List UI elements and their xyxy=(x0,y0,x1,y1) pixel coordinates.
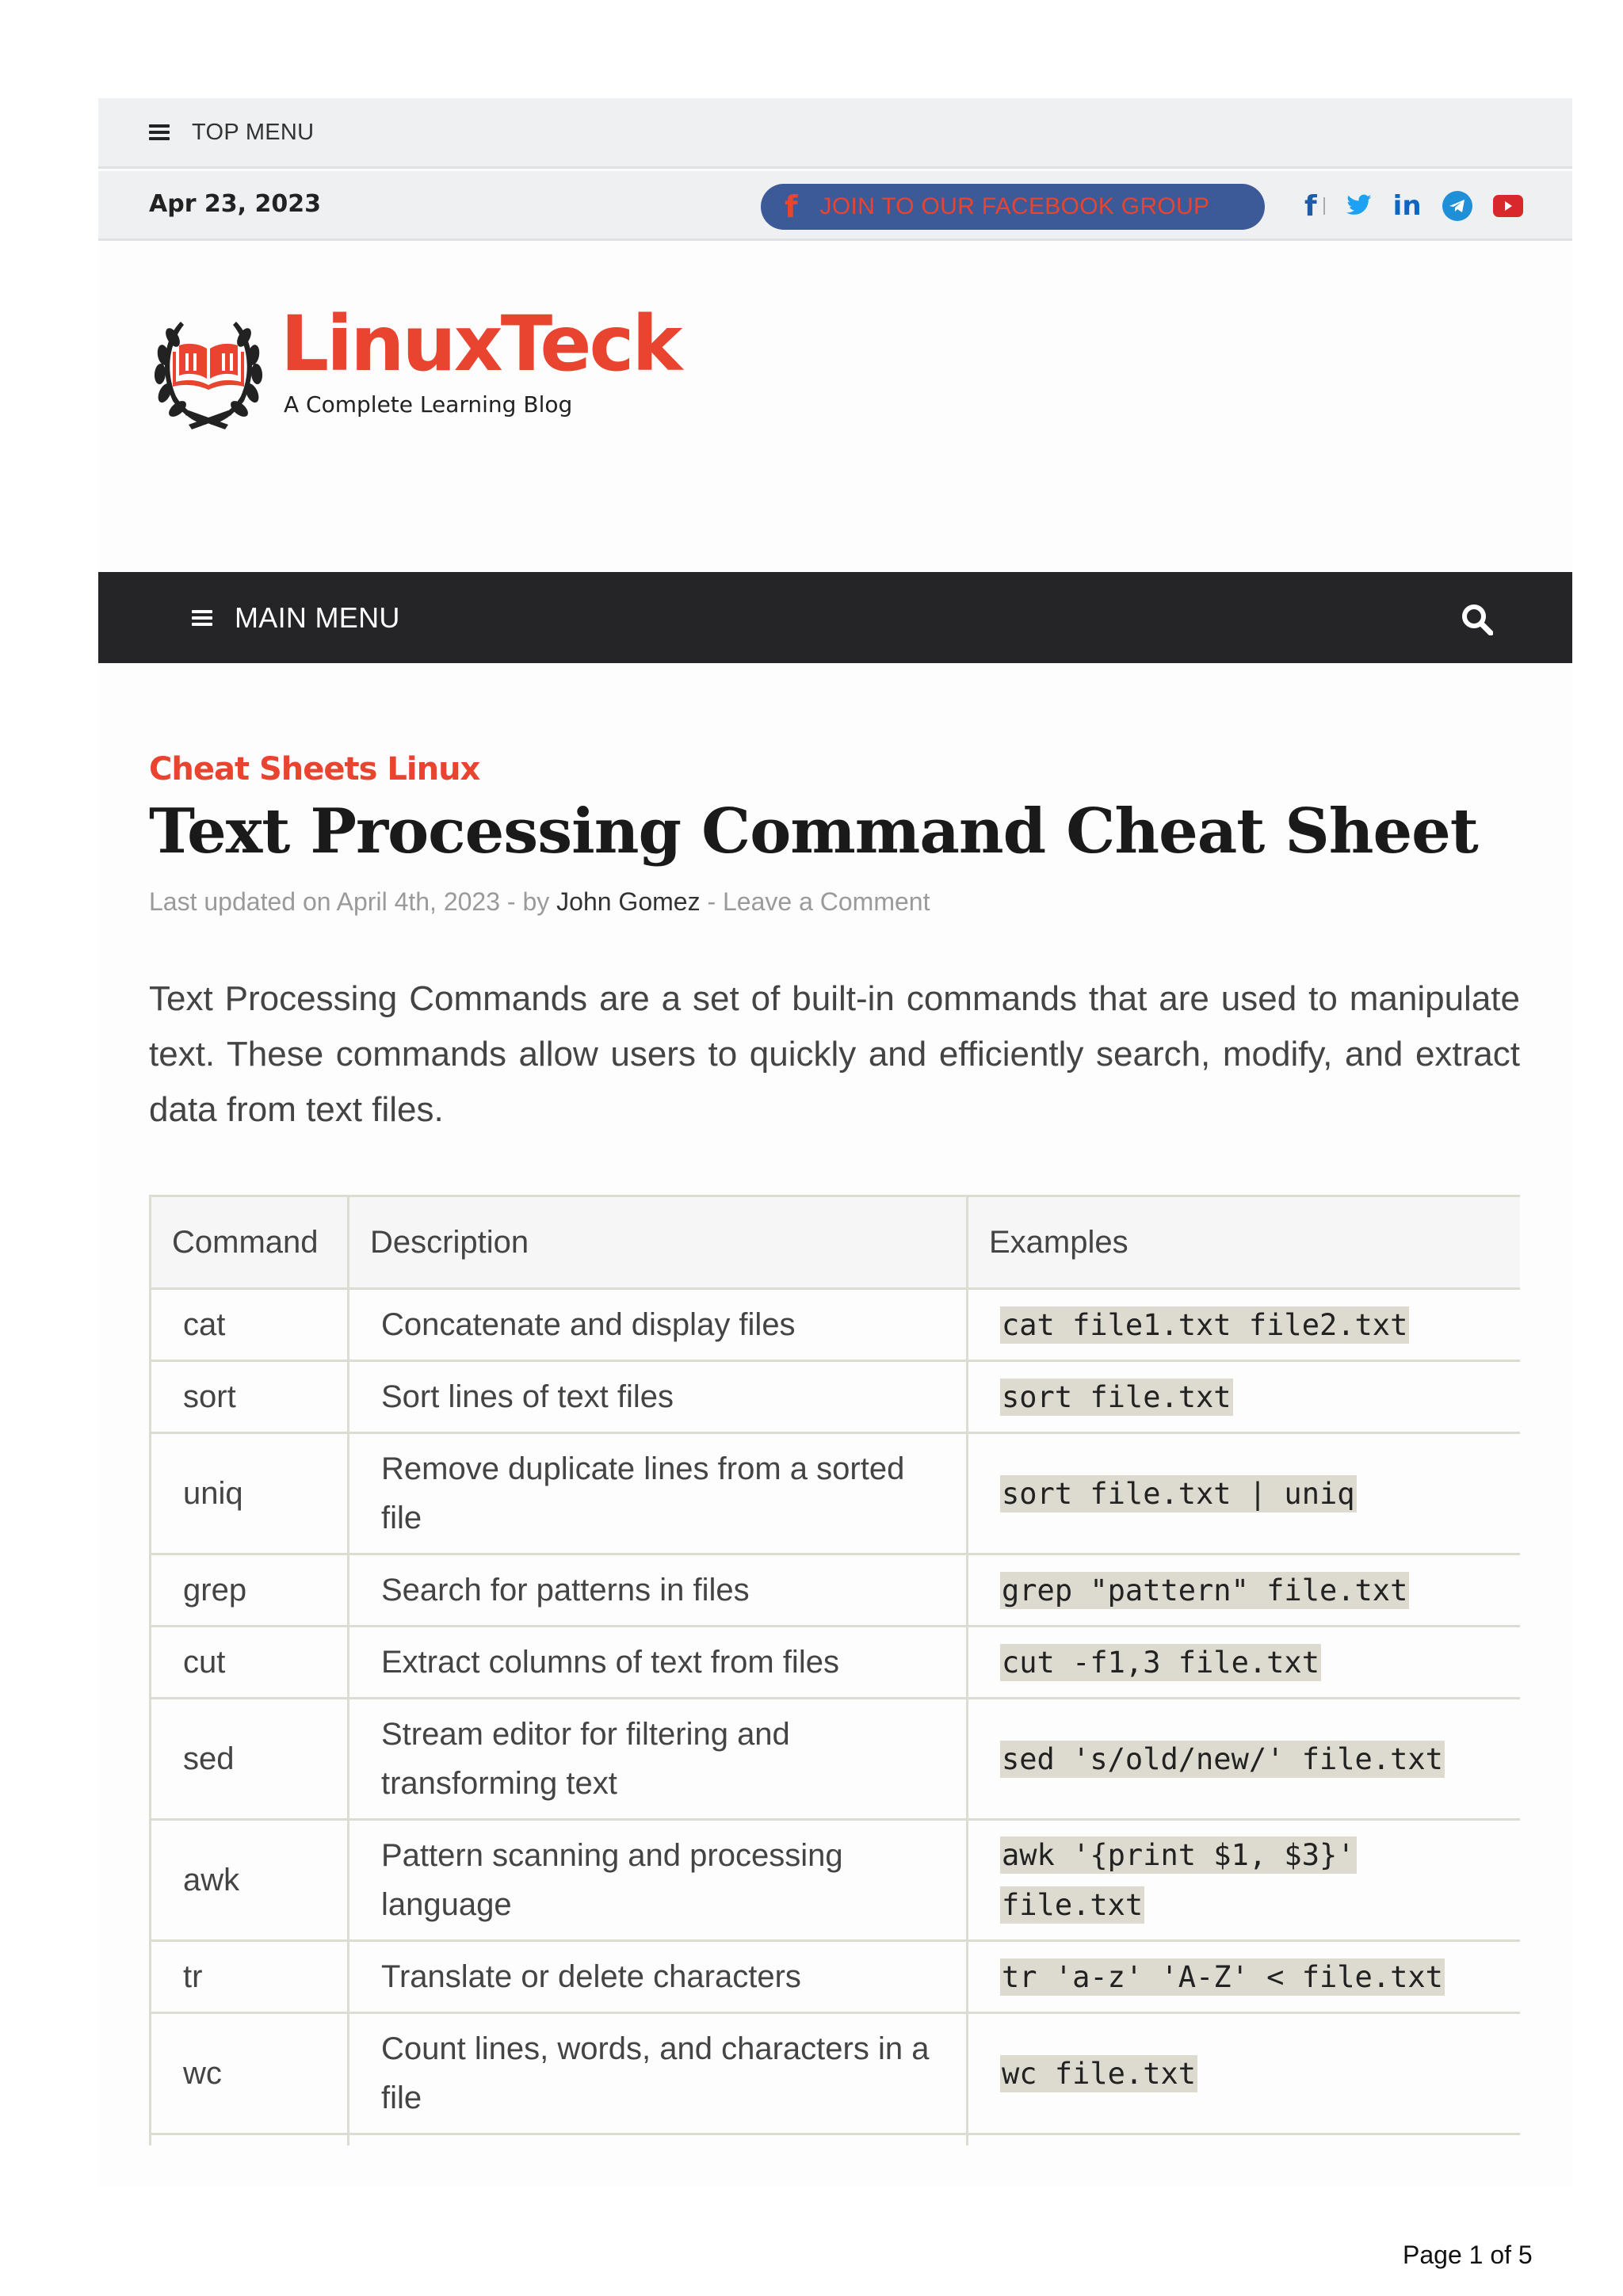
example-code: tr 'a-z' 'A-Z' < file.txt xyxy=(1002,1959,1443,1994)
hamburger-icon[interactable] xyxy=(149,124,170,140)
table-row xyxy=(151,1699,1521,1820)
page-title: Text Processing Command Cheat Sheet xyxy=(149,795,1478,868)
table-row xyxy=(151,1554,1521,1627)
command-cell: grep xyxy=(151,1554,349,1627)
social-links xyxy=(1304,190,1544,222)
command-cell: sort xyxy=(151,1361,349,1433)
example-code: grep "pattern" file.txt xyxy=(1002,1573,1408,1608)
description-cell: Extract columns of text from files xyxy=(349,1627,968,1699)
cheat-sheet-table-wrapper xyxy=(149,1195,1520,2145)
command-cell: wc xyxy=(151,2013,349,2134)
command-cell: awk xyxy=(151,1820,349,1941)
example-code: awk '{print $1, $3}' file.txt xyxy=(1002,1838,1355,1922)
page-number: Page 1 of 5 xyxy=(1403,2241,1533,2269)
description-cell: Search for patterns in files xyxy=(349,1554,968,1627)
table-row xyxy=(151,1433,1521,1554)
facebook-icon[interactable]: f xyxy=(1304,189,1317,223)
laurel-book-icon xyxy=(149,306,268,433)
brand-tagline: A Complete Learning Blog xyxy=(284,391,573,418)
divider xyxy=(1323,197,1325,215)
example-cell xyxy=(968,1627,1521,1699)
table-row xyxy=(151,2134,1521,2146)
column-header-command: Command xyxy=(151,1196,349,1289)
hamburger-icon[interactable] xyxy=(192,610,212,626)
page xyxy=(98,98,1572,2187)
article-meta xyxy=(149,887,930,917)
facebook-group-button[interactable] xyxy=(761,184,1265,230)
telegram-icon[interactable] xyxy=(1442,191,1472,221)
table-header-row xyxy=(151,1196,1521,1289)
last-updated: Last updated on April 4th, 2023 xyxy=(149,887,501,916)
table-row xyxy=(151,1289,1521,1361)
example-code: cut -f1,3 file.txt xyxy=(1002,1645,1319,1680)
leave-comment-link[interactable]: Leave a Comment xyxy=(723,887,930,916)
command-cell: uniq xyxy=(151,1433,349,1554)
example-code: sort file.txt | uniq xyxy=(1002,1476,1355,1511)
table-row xyxy=(151,1361,1521,1433)
example-cell xyxy=(968,2134,1521,2146)
command-cell: cat xyxy=(151,1289,349,1361)
facebook-icon: f xyxy=(785,189,798,224)
example-code: sed 's/old/new/' file.txt xyxy=(1002,1741,1443,1776)
search-icon[interactable] xyxy=(1461,604,1493,635)
intro-paragraph: Text Processing Commands are a set of built-in commands that are used to manipulate text. These commands allow users to quickly and efficiently search, modify, and extract data from text files. xyxy=(149,979,1520,1129)
category-link[interactable]: Cheat Sheets Linux xyxy=(149,751,480,788)
top-menu-bar[interactable] xyxy=(98,98,1572,169)
example-cell xyxy=(968,1361,1521,1433)
top-menu-label[interactable]: TOP MENU xyxy=(192,119,315,145)
current-date: Apr 23, 2023 xyxy=(149,190,322,218)
main-menu-label[interactable]: MAIN MENU xyxy=(235,601,400,634)
command-cell: sed xyxy=(151,1699,349,1820)
command-cell: tr xyxy=(151,1941,349,2013)
example-cell xyxy=(968,1941,1521,2013)
cheat-sheet-table xyxy=(149,1195,1520,2145)
example-cell xyxy=(968,1554,1521,1627)
facebook-group-label: JOIN TO OUR FACEBOOK GROUP xyxy=(819,193,1210,219)
example-code: cat file1.txt file2.txt xyxy=(1002,1307,1408,1342)
date-social-bar xyxy=(98,171,1572,241)
description-cell: Remove duplicate lines from a sorted file xyxy=(349,1433,968,1554)
table-row xyxy=(151,1627,1521,1699)
example-code: sort file.txt xyxy=(1002,1379,1232,1414)
meta-separator: - xyxy=(707,887,723,916)
description-cell: Concatenate and display files xyxy=(349,1289,968,1361)
example-cell xyxy=(968,1820,1521,1941)
example-cell xyxy=(968,1699,1521,1820)
meta-separator: - xyxy=(506,887,523,916)
example-cell xyxy=(968,2013,1521,2134)
command-cell: cut xyxy=(151,1627,349,1699)
by-label: by xyxy=(522,887,550,916)
example-cell xyxy=(968,1289,1521,1361)
description-cell: Sort lines of text files xyxy=(349,1361,968,1433)
example-cell xyxy=(968,1433,1521,1554)
table-row xyxy=(151,1941,1521,2013)
column-header-description: Description xyxy=(349,1196,968,1289)
twitter-icon[interactable] xyxy=(1346,194,1373,218)
description-cell: Count lines, words, and characters in a file xyxy=(349,2013,968,2134)
description-cell: Pattern scanning and processing language xyxy=(349,1820,968,1941)
table-row xyxy=(151,1820,1521,1941)
main-menu-bar[interactable] xyxy=(98,572,1572,663)
column-header-examples: Examples xyxy=(968,1196,1521,1289)
table-row xyxy=(151,2013,1521,2134)
site-logo[interactable] xyxy=(149,299,688,433)
linkedin-icon[interactable]: in xyxy=(1392,190,1422,222)
description-cell: Stream editor for filtering and transforming text xyxy=(349,1699,968,1820)
command-cell xyxy=(151,2134,349,2146)
example-code: wc file.txt xyxy=(1002,2056,1197,2091)
youtube-icon[interactable] xyxy=(1493,195,1523,217)
description-cell xyxy=(349,2134,968,2146)
author-link[interactable]: John Gomez xyxy=(556,887,701,916)
description-cell: Translate or delete characters xyxy=(349,1941,968,2013)
brand-name: LinuxTeck xyxy=(281,299,681,388)
